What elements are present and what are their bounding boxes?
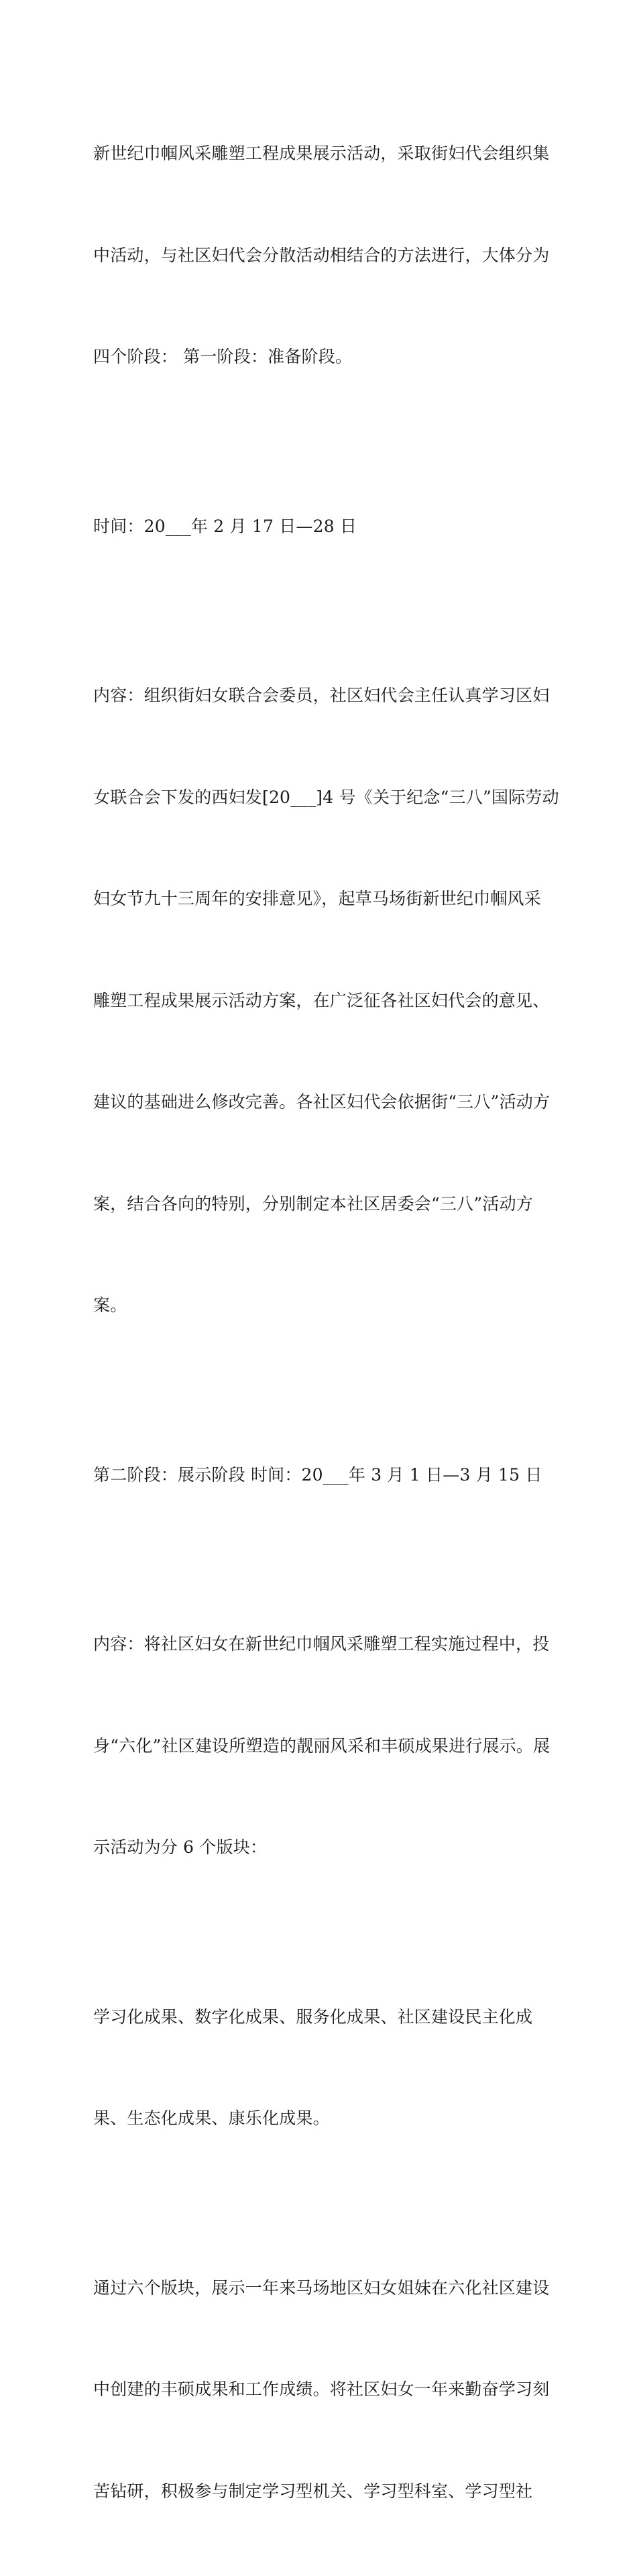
text-line: 通过六个版块，展示一年来马场地区妇女姐妹在六化社区建设 — [93, 2271, 549, 2306]
text-line: 案。 — [93, 1289, 549, 1323]
text-line: 案，结合各向的特别，分别制定本社区居委会“三八”活动方 — [93, 1187, 549, 1222]
text-line: 建议的基础进么修改完善。各社区妇代会依据街“三八”活动方 — [93, 1085, 549, 1120]
text-line: 女联合会下发的西妇发[20___]4 号《关于纪念“三八”国际劳动 — [93, 781, 549, 815]
text-line: 时间：20___年 2 月 17 日—28 日 — [93, 510, 549, 544]
text-line: 身“六化”社区建设所塑造的靓丽风采和丰硕成果进行展示。展 — [93, 1729, 549, 1764]
text-line: 示活动为分 6 个版块： — [93, 1831, 549, 1865]
text-line: 中创建的丰硕成果和工作成绩。将社区妇女一年来勤奋学习刻 — [93, 2373, 549, 2407]
text-line: 第二阶段：展示阶段 时间：20___年 3 月 1 日—3 月 15 日 — [93, 1458, 549, 1493]
text-line: 新世纪巾帼风采雕塑工程成果展示活动，采取街妇代会组织集 — [93, 137, 549, 171]
text-line: 妇女节九十三周年的安排意见》，起草马场街新世纪巾帼风采 — [93, 882, 549, 916]
paragraph-stage1-content — [93, 611, 549, 1391]
paragraph-stage2-heading — [93, 1391, 549, 1560]
text-line: 果、生态化成果、康乐化成果。 — [93, 2102, 549, 2136]
paragraph-sections-list — [93, 1933, 549, 2204]
paragraph-intro — [93, 69, 549, 442]
paragraph-stage1-time — [93, 442, 549, 612]
text-line: 四个阶段： 第一阶段：准备阶段。 — [93, 340, 549, 374]
text-line: 中活动，与社区妇代会分散活动相结合的方法进行，大体分为 — [93, 239, 549, 273]
text-line: 学习化成果、数字化成果、服务化成果、社区建设民主化成 — [93, 2000, 549, 2035]
text-line: 雕塑工程成果展示活动方案，在广泛征各社区妇代会的意见、 — [93, 984, 549, 1018]
text-line: 苦钻研，积极参与制定学习型机关、学习型科室、学习型社 — [93, 2475, 549, 2509]
text-line: 内容：组织街妇女联合会委员，社区妇代会主任认真学习区妇 — [93, 679, 549, 713]
paragraph-stage2-content — [93, 1560, 549, 1933]
paragraph-showcase — [93, 2204, 549, 2576]
text-line: 内容：将社区妇女在新世纪巾帼风采雕塑工程实施过程中，投 — [93, 1627, 549, 1662]
document-page — [93, 69, 549, 2576]
